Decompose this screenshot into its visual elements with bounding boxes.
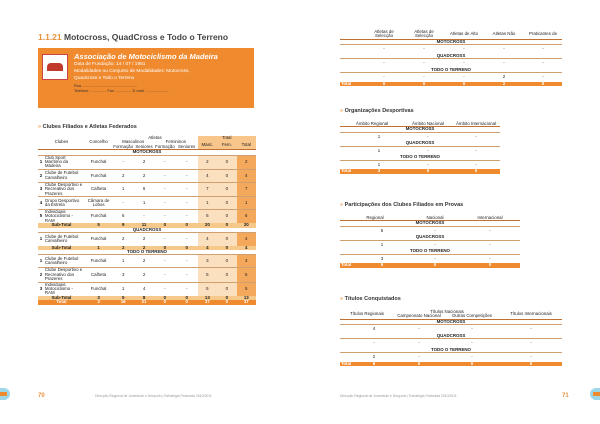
header-masc: Masc.	[198, 140, 218, 149]
table-row	[38, 169, 256, 182]
club-name: Clube Desportivo e Recreativo dos Prazeres	[44, 182, 85, 196]
column-header: Regional	[340, 216, 410, 221]
group-name: TODO O TERRENO	[400, 154, 440, 160]
contact-phone: Telefone: ............... Fax: ............... E-mail: ......................	[74, 89, 169, 93]
association-card	[38, 48, 254, 108]
org-table	[340, 122, 500, 174]
value-cell: 0	[217, 155, 236, 169]
row-number: 2	[38, 169, 44, 182]
club-name: Individuais Motociclismo - RAM	[44, 282, 85, 296]
value-cell: 2	[237, 155, 256, 169]
value-cell: 0	[217, 210, 236, 224]
value-cell: -	[176, 182, 198, 196]
table-row	[38, 268, 256, 282]
value-cell: 6	[112, 210, 134, 224]
header-row	[340, 30, 562, 39]
header-campeonato: Campeonato Nacional	[394, 314, 444, 319]
value-cell: -	[154, 268, 176, 282]
total-row	[340, 362, 562, 366]
value-cell: 0	[217, 268, 236, 282]
value-cell: -	[410, 254, 460, 263]
total-row	[340, 263, 520, 267]
group-name: TODO O TERRENO	[431, 66, 471, 72]
table-row	[340, 73, 562, 82]
table-row	[38, 197, 256, 210]
total-value: 0	[404, 82, 444, 86]
clubs-section-title: Clubes Filiados e Atletas Federados	[42, 124, 137, 130]
concelho: Calheta	[85, 268, 112, 282]
value-cell: 0	[217, 197, 236, 210]
value-cell: 2	[134, 155, 154, 169]
column-header: Âmbito Regional	[340, 122, 404, 127]
value-cell: 5	[354, 226, 410, 235]
value-cell: -	[154, 255, 176, 268]
value-cell: -	[176, 282, 198, 296]
value-cell: 6	[198, 210, 218, 224]
value-cell: -	[484, 59, 524, 68]
value-cell: 2	[112, 169, 134, 182]
value-cell: -	[364, 73, 404, 82]
association-modalities: Modalidades ou Conjunto de Modalidades: Motocross,	[74, 69, 190, 74]
value-cell: 1	[112, 255, 134, 268]
value-cell: 0	[217, 169, 236, 182]
athletes-status-table	[340, 30, 562, 86]
column-header: Praticantes de	[524, 30, 562, 39]
row-number: 1	[38, 255, 44, 268]
subtotal-value: 9	[112, 223, 134, 227]
total-value: 0	[176, 300, 198, 304]
value-cell: -	[176, 169, 198, 182]
value-cell: 4	[134, 282, 154, 296]
value-cell: 1	[112, 282, 134, 296]
value-cell: -	[176, 233, 198, 246]
value-cell: -	[154, 210, 176, 224]
page-corner-accent-right	[593, 392, 600, 396]
titles-section-title: Títulos Conquistados	[344, 296, 401, 302]
group-name: QUADCROSS	[132, 226, 162, 232]
value-cell: -	[404, 146, 452, 155]
value-cell: -	[444, 45, 484, 54]
total-value: 0	[444, 362, 500, 366]
table-row	[340, 254, 520, 263]
value-cell: 5	[198, 268, 218, 282]
total-value: 37	[198, 300, 218, 304]
row-label	[340, 59, 364, 68]
row-number: 3	[38, 282, 44, 296]
total-label: Total	[340, 362, 354, 366]
row-number: 1	[38, 155, 44, 169]
value-cell: -	[176, 268, 198, 282]
value-cell: 3	[112, 268, 134, 282]
value-cell: -	[460, 254, 520, 263]
table-row	[38, 255, 256, 268]
subtotal-value: 4	[237, 246, 256, 250]
value-cell: 0	[217, 233, 236, 246]
value-cell: 1	[134, 197, 154, 210]
total-row	[38, 300, 256, 304]
association-name: Associação de Motociclismo da Madeira	[74, 52, 218, 61]
subtotal-value: 2	[134, 246, 154, 250]
header-fem: Fem.	[217, 140, 236, 149]
value-cell: -	[484, 45, 524, 54]
clubs-table	[38, 136, 256, 305]
clubs-section-heading: » Clubes Filiados e Atletas Federados	[38, 124, 137, 130]
value-cell: 0	[217, 282, 236, 296]
value-cell: -	[524, 73, 562, 82]
value-cell: 2	[354, 353, 394, 362]
page-number-left: 70	[38, 393, 45, 399]
total-value: 0	[444, 82, 484, 86]
table-row	[38, 282, 256, 296]
column-header: Nacional	[410, 216, 460, 221]
association-modalities-more: Quadcross e Todo o Terreno	[74, 76, 135, 81]
total-value: 0	[410, 263, 460, 267]
value-cell: 4	[198, 233, 218, 246]
value-cell: -	[354, 339, 394, 348]
row-label	[340, 146, 354, 155]
concelho: Calheta	[85, 182, 112, 196]
table-row	[38, 210, 256, 224]
subtotal-value: 0	[217, 246, 236, 250]
value-cell: -	[444, 73, 484, 82]
value-cell: -	[524, 59, 562, 68]
column-header: Âmbito Nacional	[404, 122, 452, 127]
value-cell: -	[452, 146, 500, 155]
header-formacao-f: Formação	[155, 143, 175, 149]
value-cell: -	[452, 160, 500, 169]
org-section-heading: » Organizações Desportivas	[340, 108, 414, 114]
concelho: Funchal	[85, 169, 112, 182]
value-cell: 5	[237, 268, 256, 282]
value-cell: 0	[217, 182, 236, 196]
subtotal-value: 0	[176, 223, 198, 227]
row-label	[340, 325, 354, 334]
value-cell: -	[154, 197, 176, 210]
concelho: Funchal	[85, 233, 112, 246]
total-value: 16	[112, 300, 134, 304]
header-nacionais: Títulos Nacionais	[430, 309, 464, 314]
row-label	[340, 240, 354, 249]
header-seniores-f: Seniores	[176, 145, 198, 150]
value-cell: 1	[112, 182, 134, 196]
value-cell: 1	[354, 240, 410, 249]
association-logo	[42, 54, 68, 80]
value-cell: -	[364, 59, 404, 68]
association-founded: Data de Fundação: 14 / 07 / 1981	[74, 62, 146, 67]
value-cell: -	[404, 160, 452, 169]
column-header: Atletas de Selecção	[404, 30, 444, 39]
total-value: 3	[85, 300, 112, 304]
subtotal-value: 0	[217, 223, 236, 227]
value-cell: 6	[237, 210, 256, 224]
value-cell: -	[410, 226, 460, 235]
footer-right: Direcção Regional de Juventude e Desporto | Estratégia Federada 2010/2011	[340, 394, 457, 398]
part-section-heading: » Participações dos Clubes Filiados em Provas	[340, 202, 464, 208]
header-femininos: Femininos	[165, 139, 186, 145]
club-name: Grupo Desportivo da Estrela	[44, 197, 85, 210]
value-cell: -	[154, 155, 176, 169]
subtotal-value: 5	[85, 223, 112, 227]
header-total-col: Total	[237, 140, 256, 149]
total-value: 0	[364, 82, 404, 86]
club-name: Clube de Futebol Carvalheiro	[44, 169, 85, 182]
value-cell: 2	[134, 268, 154, 282]
total-value: 0	[452, 169, 500, 173]
part-section-title: Participações dos Clubes Filiados em Provas	[344, 202, 464, 208]
subtotal-value: 1	[85, 246, 112, 250]
subtotal-value: 8	[134, 296, 154, 300]
value-cell: -	[444, 59, 484, 68]
value-cell: 2	[112, 233, 134, 246]
value-cell: -	[404, 132, 452, 141]
titles-table	[340, 310, 562, 366]
subtotal-value: 20	[198, 223, 218, 227]
row-number: 1	[38, 233, 44, 246]
value-cell: -	[444, 325, 500, 334]
value-cell: 2	[484, 73, 524, 82]
concelho: Funchal	[85, 210, 112, 224]
value-cell: -	[410, 240, 460, 249]
header-regionais: Títulos Regionais	[340, 310, 394, 319]
value-cell: -	[444, 339, 500, 348]
value-cell: -	[404, 73, 444, 82]
value-cell: 4	[237, 169, 256, 182]
group-name: MOTOCROSS	[405, 126, 435, 132]
total-value: 0	[394, 362, 444, 366]
value-cell: 3	[237, 255, 256, 268]
total-value: 0	[524, 82, 562, 86]
subtotal-value: 2	[112, 246, 134, 250]
value-cell: -	[176, 255, 198, 268]
group-name: QUADCROSS	[405, 140, 435, 146]
value-cell: 2	[198, 155, 218, 169]
header-concelho: Concelho	[85, 136, 112, 150]
row-label	[340, 132, 354, 141]
column-header: Âmbito Internacional	[452, 122, 500, 127]
row-number: 3	[38, 182, 44, 196]
participations-table	[340, 216, 520, 268]
concelho: Funchal	[85, 282, 112, 296]
total-value: 0	[500, 362, 562, 366]
column-header: Atletas de Selecção	[364, 30, 404, 39]
row-label	[340, 226, 354, 235]
total-value: 0	[154, 300, 176, 304]
total-row	[340, 169, 500, 173]
value-cell: -	[460, 226, 520, 235]
value-cell: 7	[237, 182, 256, 196]
total-value: 2	[484, 82, 524, 86]
right-page	[300, 0, 600, 424]
contact-address: Rua ....................................................	[74, 84, 137, 88]
subtotal-value: 11	[134, 223, 154, 227]
value-cell: -	[134, 210, 154, 224]
header-masculinos: Masculinos	[122, 139, 145, 145]
value-cell: 2	[134, 233, 154, 246]
total-value: 21	[134, 300, 154, 304]
total-value: 0	[217, 300, 236, 304]
value-cell: 2	[134, 255, 154, 268]
club-name: Individuais Motociclismo - RAM	[44, 210, 85, 224]
total-label: Total	[340, 263, 354, 267]
table-row	[38, 182, 256, 196]
subtotal-label: Sub-Total	[38, 296, 85, 300]
value-cell: -	[500, 325, 562, 334]
section-title	[38, 32, 228, 42]
value-cell: 7	[198, 182, 218, 196]
org-section-title: Organizações Desportivas	[344, 108, 414, 114]
value-cell: -	[404, 45, 444, 54]
subtotal-value: 0	[176, 296, 198, 300]
value-cell: -	[112, 155, 134, 169]
value-cell: -	[154, 282, 176, 296]
subtotal-value: 13	[198, 296, 218, 300]
row-number: 5	[38, 210, 44, 224]
total-label: Total	[340, 82, 364, 86]
row-number: 4	[38, 197, 44, 210]
section-number: 1.1.21	[38, 32, 62, 42]
value-cell: -	[524, 45, 562, 54]
row-label	[340, 339, 354, 348]
total-value: 9	[354, 263, 410, 267]
header-total: Total	[198, 136, 256, 140]
value-cell: 1	[354, 160, 404, 169]
group-name: QUADCROSS	[436, 52, 466, 58]
subtotal-value: 20	[237, 223, 256, 227]
header-empty	[340, 30, 364, 39]
row-number: 2	[38, 268, 44, 282]
column-header: Internacional	[460, 216, 520, 221]
group-name: MOTOCROSS	[415, 220, 445, 226]
value-cell: -	[500, 339, 562, 348]
total-value: 37	[237, 300, 256, 304]
value-cell: -	[154, 182, 176, 196]
value-cell: 6	[134, 182, 154, 196]
group-name: MOTOCROSS	[436, 318, 466, 324]
concelho: Funchal	[85, 255, 112, 268]
group-name: TODO O TERRENO	[410, 248, 450, 254]
subtotal-value: 0	[154, 296, 176, 300]
club-name: Clube de Futebol Carvalheiro	[44, 255, 85, 268]
subtotal-value: 13	[237, 296, 256, 300]
value-cell: 1	[354, 146, 404, 155]
page-corner-accent	[0, 392, 7, 396]
value-cell: -	[404, 59, 444, 68]
table-row	[38, 155, 256, 169]
association-contact	[74, 84, 169, 94]
club-name: Clube Desportivo e Recreativo dos Prazeres	[44, 268, 85, 282]
total-label: Total	[340, 169, 354, 173]
subtotal-label: Sub-Total	[38, 223, 85, 227]
value-cell: 1	[237, 197, 256, 210]
value-cell: 5	[237, 282, 256, 296]
subtotal-value: 0	[176, 246, 198, 250]
value-cell: -	[500, 353, 562, 362]
concelho: Funchal	[85, 155, 112, 169]
value-cell: 2	[134, 169, 154, 182]
value-cell: 3	[198, 255, 218, 268]
value-cell: 0	[217, 255, 236, 268]
value-cell: -	[176, 155, 198, 169]
value-cell: -	[460, 240, 520, 249]
section-title-text: Motocross, QuadCross e Todo o Terreno	[64, 32, 229, 42]
subtotal-value: 5	[112, 296, 134, 300]
header-atletas: Atletas	[148, 135, 162, 140]
value-cell: -	[154, 233, 176, 246]
group-name: QUADCROSS	[436, 332, 466, 338]
value-cell: 3	[354, 254, 410, 263]
value-cell: -	[364, 45, 404, 54]
group-name: MOTOCROSS	[436, 38, 466, 44]
value-cell: -	[112, 197, 134, 210]
subtotal-label: Sub-Total	[38, 246, 85, 250]
value-cell: -	[154, 169, 176, 182]
header-seniores-m: Seniores	[135, 143, 153, 149]
total-value: 0	[460, 263, 520, 267]
group-name: TODO O TERRENO	[127, 249, 167, 254]
header-clubes: Clubes	[38, 136, 85, 150]
row-label	[340, 45, 364, 54]
header-internacionais: Títulos Internacionais	[500, 310, 562, 319]
club-name: Clube de Futebol Carvalheiro	[44, 233, 85, 246]
club-name: Club Sport Marítimo da Madeira	[44, 155, 85, 169]
column-header: Atletas de Alto	[444, 30, 484, 39]
value-cell: -	[394, 353, 444, 362]
value-cell: 1	[198, 197, 218, 210]
value-cell: -	[394, 339, 444, 348]
value-cell: -	[176, 197, 198, 210]
table-row	[38, 233, 256, 246]
column-header: Atletas Não	[484, 30, 524, 39]
value-cell: 4	[198, 169, 218, 182]
total-value: 6	[354, 362, 394, 366]
group-name: MOTOCROSS	[132, 149, 162, 155]
value-cell: 4	[354, 325, 394, 334]
value-cell: -	[176, 210, 198, 224]
value-cell: -	[444, 353, 500, 362]
group-name: TODO O TERRENO	[431, 346, 471, 352]
value-cell: -	[394, 325, 444, 334]
subtotal-value: 4	[198, 246, 218, 250]
titles-section-heading: » Títulos Conquistados	[340, 296, 401, 302]
header-outras: Outras Competições	[444, 314, 500, 319]
subtotal-value: 0	[154, 246, 176, 250]
value-cell: 5	[198, 282, 218, 296]
total-label: Total	[38, 300, 85, 304]
value-cell: 1	[354, 132, 404, 141]
subtotal-value: 0	[217, 296, 236, 300]
total-value: 0	[404, 169, 452, 173]
header-formacao-m: Formação	[113, 143, 134, 149]
value-cell: 4	[237, 233, 256, 246]
group-name: QUADCROSS	[415, 234, 445, 240]
subtotal-value: 0	[154, 223, 176, 227]
page-number-right: 71	[562, 393, 569, 399]
footer-left: Direcção Regional de Juventude e Desporto | Estratégia Federada 2010/2011	[95, 394, 212, 398]
value-cell: -	[452, 132, 500, 141]
total-row	[340, 82, 562, 86]
concelho: Câmara de Lobos	[85, 197, 112, 210]
subtotal-value: 3	[85, 296, 112, 300]
total-value: 3	[354, 169, 404, 173]
